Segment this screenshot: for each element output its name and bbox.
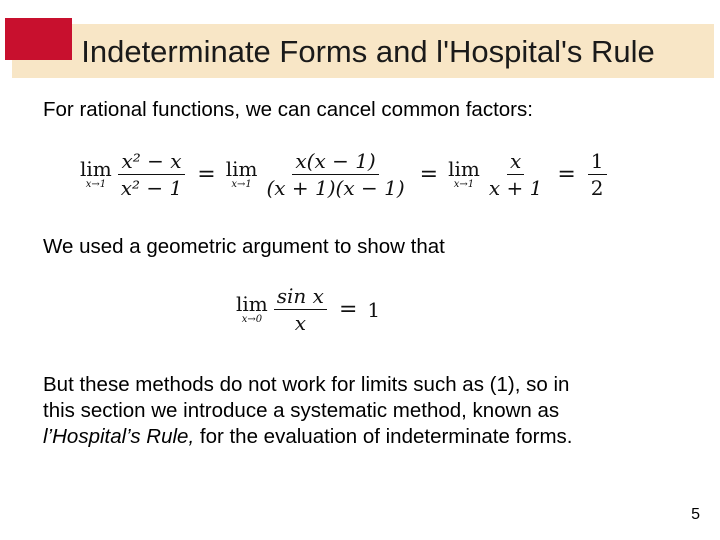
limit-operator: lim x→1 xyxy=(80,157,112,190)
paragraph-3-line-1: But these methods do not work for limits such as (1), so in xyxy=(43,373,570,396)
paragraph-3-line-3-rest: for the evaluation of indeterminate forms. xyxy=(194,425,573,448)
limit-operator: lim x→0 xyxy=(236,292,268,325)
fraction-sin: $\frac{\text{sin x}}{x}$ xyxy=(274,285,327,334)
limit-operator: lim x→1 xyxy=(225,157,258,190)
fraction-3: $\frac{x}{x + 1}$ xyxy=(488,149,543,200)
limit-result: 1 xyxy=(367,297,381,322)
fraction-4: $\frac{1}{2}$ xyxy=(588,150,607,199)
lhospital-rule-term: l’Hospital’s Rule, xyxy=(43,425,195,448)
fraction-1: $\frac{\text{x² − x}}{\text{x² − 1}}$ xyxy=(118,150,186,199)
equals-sign: = xyxy=(197,162,216,187)
page-number: 5 xyxy=(691,506,700,523)
equation-sin-limit xyxy=(236,285,380,334)
paragraph-3-line-2: this section we introduce a systematic method, known as xyxy=(43,399,560,422)
paragraph-1: For rational functions, we can cancel common factors: xyxy=(43,98,533,121)
equals-sign: = xyxy=(338,297,358,322)
paragraph-3-line-3 xyxy=(43,424,572,450)
limit-operator: lim x→1 xyxy=(448,157,480,190)
equation-rational-limit xyxy=(80,150,609,199)
equals-sign: = xyxy=(419,162,439,187)
slide-title: Indeterminate Forms and l'Hospital's Rule xyxy=(81,34,655,69)
paragraph-2: We used a geometric argument to show that xyxy=(43,235,445,258)
paragraph-3 xyxy=(43,372,572,450)
fraction-2: $\frac{x(x - 1)}{(x + 1)(x - 1)}$ xyxy=(266,149,405,200)
equals-sign: = xyxy=(557,162,576,187)
